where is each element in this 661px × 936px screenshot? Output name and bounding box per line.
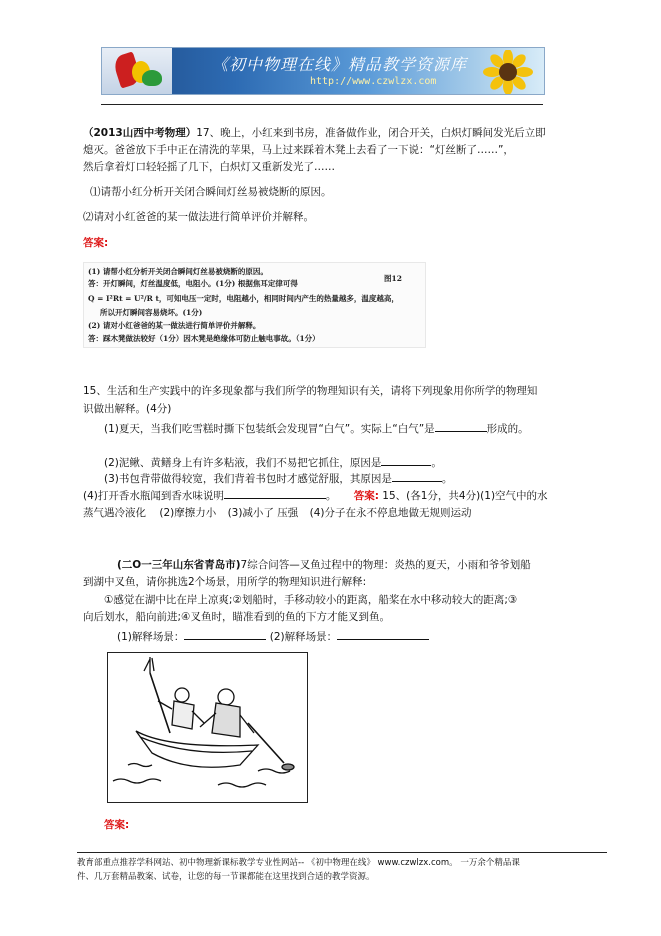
q7-source: (二O一三年山东省青岛市) <box>117 559 241 571</box>
q17-part1: ⑴请帮小红分析开关闭合瞬间灯丝易被烧断的原因。 <box>90 186 332 198</box>
q7-blank2-label: (2)解释场景： <box>269 631 338 643</box>
q17-text1: 17、晚上，小红来到书房，准备做作业，闭合开关，白炽灯瞬间发光后立即 <box>196 127 546 139</box>
q7-text1: 7综合问答—叉鱼过程中的物理：炎热的夏天，小雨和爷爷划船 <box>240 559 531 571</box>
q7-blanks <box>117 629 429 644</box>
q15-line1: 15、生活和生产实践中的许多现象都与我们所学的物理知识有关，请将下列现象用你所学的物理知 <box>83 385 538 397</box>
footer-line1: 教育部重点推荐学科网站、初中物理新课标教学专业性网站-- 《初中物理在线》 www.czwlzx.com。 一万余个精品课 <box>77 858 520 868</box>
logo-mark-green <box>142 70 162 86</box>
q15-answer-label: 答案: <box>353 490 379 502</box>
q7-blank2-input[interactable] <box>337 629 429 640</box>
q15-item3-end: 。 <box>441 473 453 485</box>
q7-answer-label: 答案: <box>104 819 130 831</box>
q15-answer-text: 15、(各1分，共4分)(1)空气中的水 <box>382 490 548 502</box>
q15-item1-end: 形成的。 <box>486 423 529 435</box>
answer-image-line1: (1) 请帮小红分析开关闭合瞬间灯丝易被烧断的原因。 <box>88 267 268 276</box>
q17-line1 <box>83 126 546 140</box>
banner-title: 《初中物理在线》精品教学资源库 <box>212 55 468 74</box>
site-banner <box>101 47 545 95</box>
q15-answer-line2 <box>83 506 472 520</box>
q7-blank1-input[interactable] <box>184 629 266 640</box>
answer-image-line3: Q = I²Rt = U²/R t，可知电压一定时，电阻越小，相同时间内产生的热量越多，温度越高， <box>88 294 399 303</box>
q15-item2-text: (2)泥鳅、黄鳝身上有许多粘液，我们不易把它抓住，原因是 <box>104 457 382 469</box>
q15-item2-end: 。 <box>431 457 442 469</box>
q7-line2: 到湖中叉鱼，请你挑选2个场景，用所学的物理知识进行解释: <box>83 576 367 588</box>
answer-image-line2: 答：开灯瞬间，灯丝温度低，电阻小。(1分) 根据焦耳定律可得 <box>88 279 298 288</box>
answer-image-line6: 答：踩木凳做法较好（1分）因木凳是绝缘体可防止触电事故。（1分） <box>88 334 320 343</box>
q15-item2 <box>104 455 442 470</box>
q17-part2: ⑵请对小红爸爸的某一做法进行简单评价并解释。 <box>83 211 314 223</box>
q15-answer-1: 蒸气遇冷液化 <box>83 507 146 519</box>
q15-answer-2: (2)摩擦力小 <box>159 507 217 519</box>
footer-divider <box>77 852 607 853</box>
q15-item1-blank[interactable] <box>435 421 487 432</box>
q17-answer-label: 答案: <box>83 237 109 249</box>
q15-item2-blank[interactable] <box>381 455 431 466</box>
sunflower-icon <box>480 50 536 94</box>
answer-image-figure-label: 图12 <box>384 274 402 283</box>
q15-item4-blank[interactable] <box>224 488 326 499</box>
q15-item4-text: (4)打开香水瓶闻到香水味说明 <box>83 490 224 502</box>
q15-item3-blank[interactable] <box>392 471 442 482</box>
q17-line3: 然后拿着灯口轻轻摇了几下，白炽灯又重新发光了…… <box>83 161 335 173</box>
q15-item4-end: 。 <box>325 490 337 502</box>
q7-line4: 向后划水，船向前进;④叉鱼时，瞄准看到的鱼的下方才能叉到鱼。 <box>83 611 390 623</box>
q7-blank1-label: (1)解释场景： <box>117 631 185 643</box>
banner-url[interactable]: http://www.czwlzx.com <box>310 76 437 87</box>
q17-source: （2013山西中考物理） <box>83 127 197 139</box>
answer-image-line4: 所以开灯瞬间容易烧坏。(1分) <box>100 308 203 317</box>
q7-line3: ①感觉在湖中比在岸上凉爽;②划船时，手移动较小的距离，船桨在水中移动较大的距离;③ <box>104 594 518 606</box>
q17-answer-image <box>83 262 426 348</box>
answer-image-line5: (2) 请对小红爸爸的某一做法进行简单评价并解释。 <box>88 321 261 330</box>
q15-line2: 识做出解释。(4分) <box>83 403 172 415</box>
q15-item3-text: (3)书包背带做得较宽，我们背着书包时才感觉舒服，其原因是 <box>104 473 392 485</box>
header-divider <box>101 104 543 105</box>
q15-answer-3: (3)减小了 压强 <box>227 507 299 519</box>
q15-answer-4: (4)分子在永不停息地做无规则运动 <box>309 507 472 519</box>
q7-line1 <box>117 558 531 572</box>
q17-line2: 熄灭。爸爸放下手中正在清洗的苹果，马上过来踩着木凳上去看了一下说：“灯丝断了……”， <box>83 144 514 156</box>
q15-item4 <box>83 488 548 503</box>
q15-item1-text: (1)夏天，当我们吃雪糕时撕下包装纸会发现冒“白气”。实际上“白气”是 <box>104 423 435 435</box>
q15-item3 <box>104 471 452 486</box>
footer-line2: 件、几万套精品教案、试卷，让您的每一节课都能在这里找到合适的教学资源。 <box>77 872 375 882</box>
fishing-boat-illustration <box>107 652 308 803</box>
q15-item1 <box>104 421 529 436</box>
